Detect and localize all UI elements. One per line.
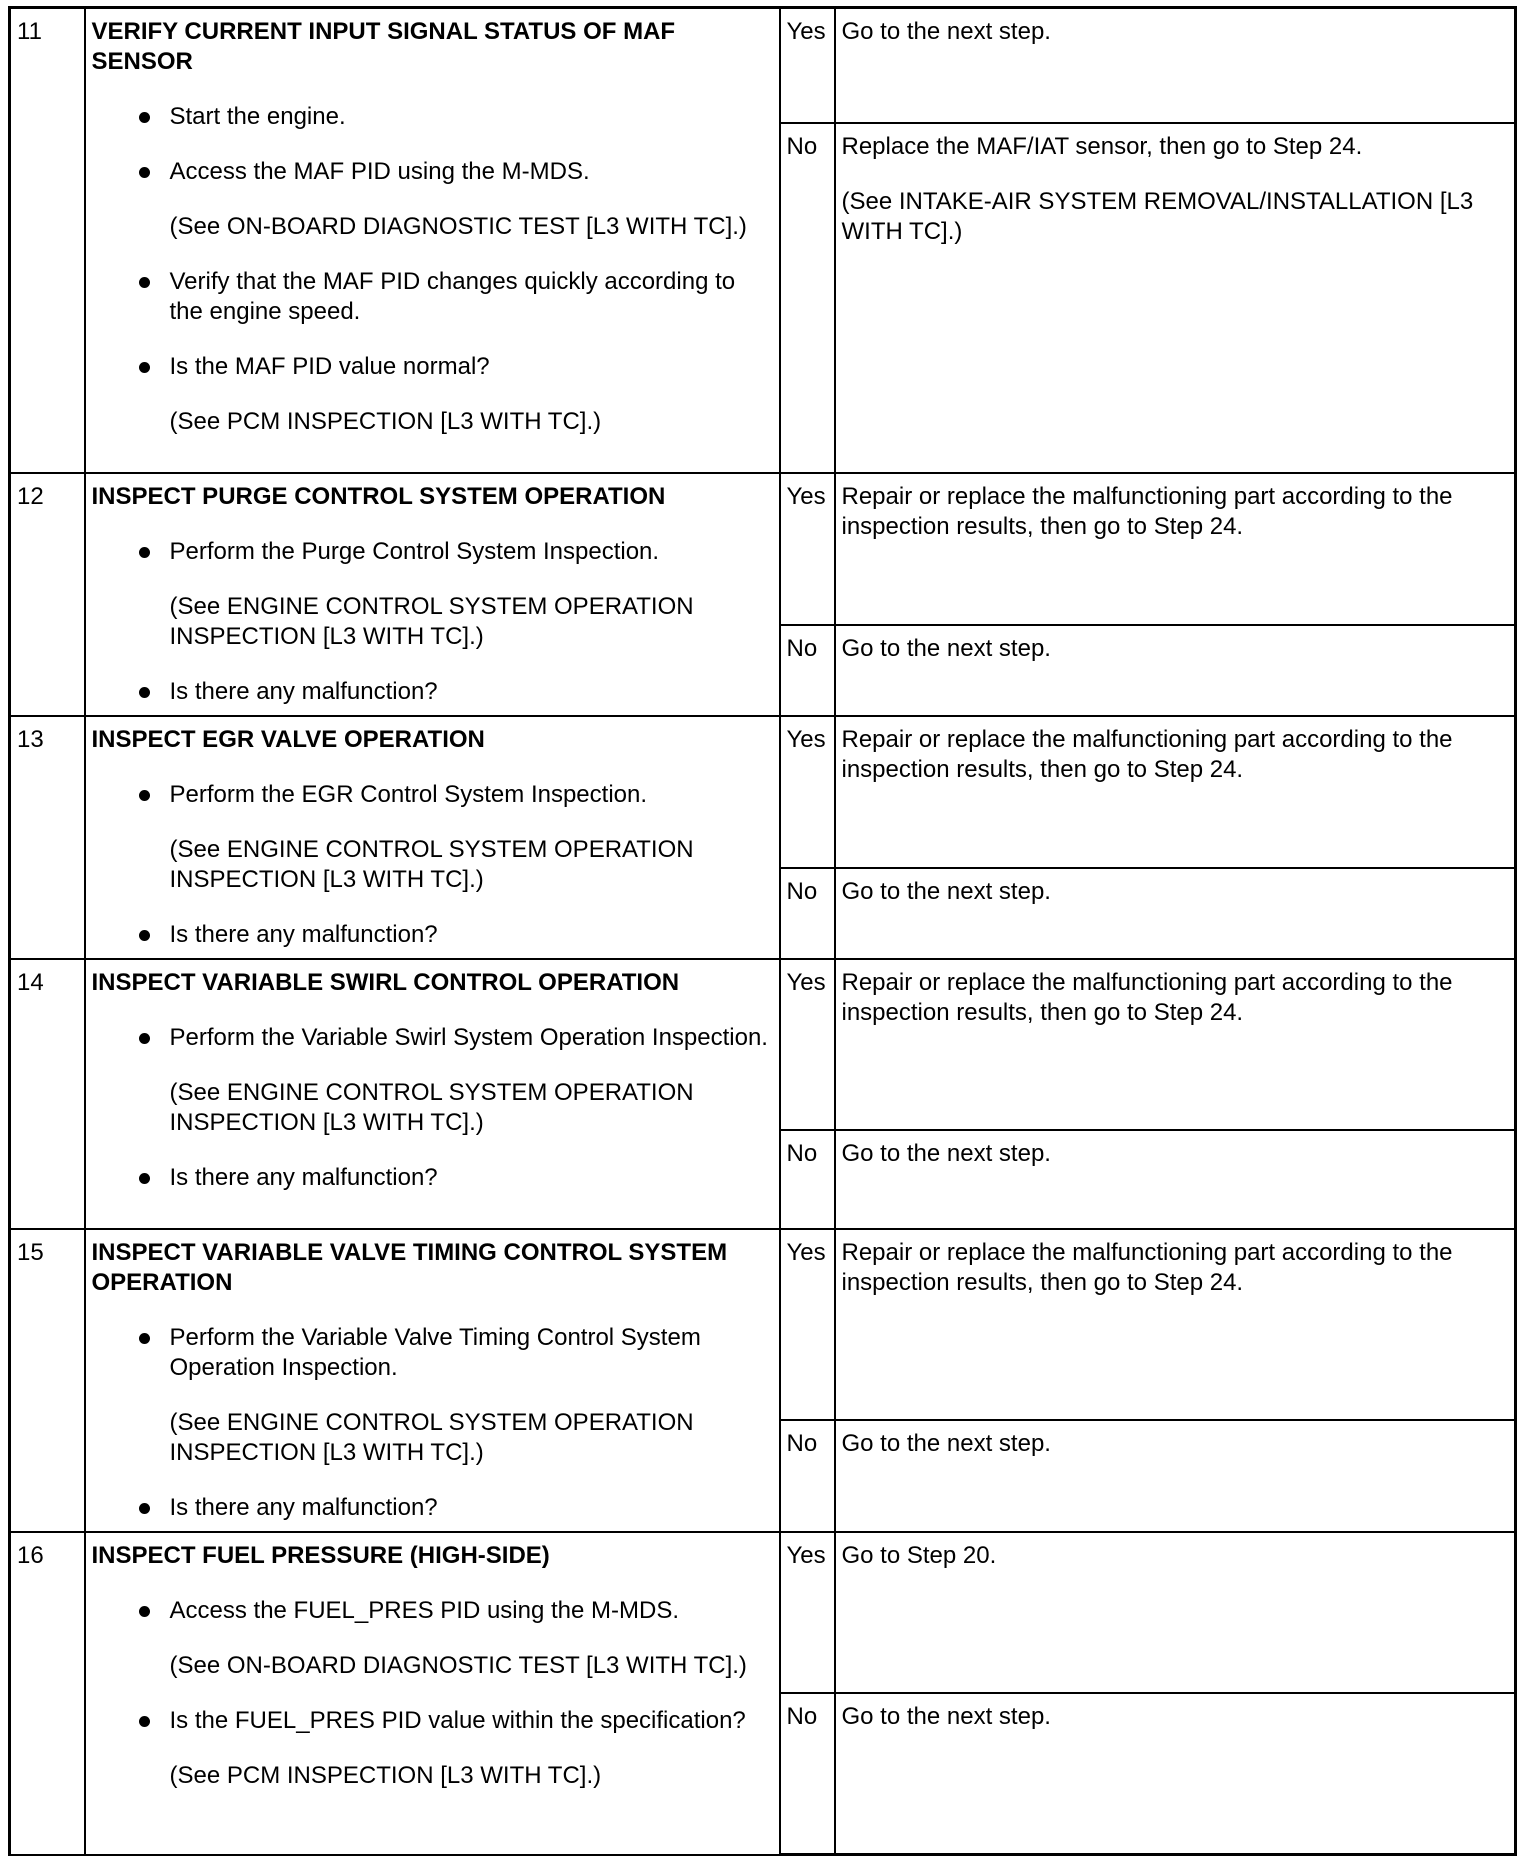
step-reference-note: (See ENGINE CONTROL SYSTEM OPERATION INSPECTION [L3 WITH TC].) <box>169 1078 694 1136</box>
no-label: No <box>780 1130 835 1229</box>
step-reference-note: (See PCM INSPECTION [L3 WITH TC].) <box>169 408 602 435</box>
step-title: INSPECT EGR VALVE OPERATION <box>91 725 485 753</box>
yes-label: Yes <box>780 959 835 1130</box>
step-item-list <box>92 780 773 950</box>
step-item-list <box>92 1596 773 1791</box>
yes-action-text: Repair or replace the malfunctioning part according to the inspection results, then go to Step 24. <box>841 968 1453 1026</box>
yes-action-cell <box>835 1229 1516 1421</box>
yes-label: Yes <box>780 1229 835 1421</box>
step-check-cell <box>85 8 780 473</box>
step-item-list <box>92 1323 773 1523</box>
step-check-cell <box>85 959 780 1229</box>
step-bullet-item: Perform the Variable Swirl System Operation Inspection. <box>92 1023 773 1053</box>
yes-label: Yes <box>780 716 835 869</box>
no-action-text: Go to the next step. <box>841 635 1051 662</box>
yes-action-text: Go to Step 20. <box>841 1541 997 1569</box>
yes-label: Yes <box>780 1532 835 1693</box>
step-title: INSPECT PURGE CONTROL SYSTEM OPERATION <box>91 482 666 510</box>
step-title: INSPECT VARIABLE SWIRL CONTROL OPERATION <box>91 968 680 996</box>
step-item-list <box>92 102 773 437</box>
yes-action-cell <box>835 473 1516 626</box>
no-action-note: (See INTAKE-AIR SYSTEM REMOVAL/INSTALLATION [L3 WITH TC].) <box>841 187 1474 245</box>
step-number: 12 <box>10 473 85 716</box>
step-row-yes <box>10 1229 1516 1421</box>
step-number: 14 <box>10 959 85 1229</box>
yes-action-text: Go to the next step. <box>841 18 1051 45</box>
step-reference-note: (See ENGINE CONTROL SYSTEM OPERATION INSPECTION [L3 WITH TC].) <box>169 1408 694 1466</box>
yes-action-text: Repair or replace the malfunctioning part according to the inspection results, then go to Step 24. <box>841 482 1453 540</box>
step-check-cell <box>85 1532 780 1855</box>
no-action-text: Go to the next step. <box>841 1139 1051 1167</box>
step-bullet-item: Is there any malfunction? <box>92 677 773 707</box>
yes-action-cell <box>835 716 1516 869</box>
no-label: No <box>780 625 835 716</box>
yes-action-cell <box>835 1532 1516 1693</box>
no-action-cell <box>835 123 1516 473</box>
step-row-yes <box>10 716 1516 869</box>
no-label: No <box>780 1693 835 1855</box>
no-action-text: Go to the next step. <box>841 878 1051 906</box>
diagnostic-procedure-table <box>8 6 1517 1856</box>
step-title: INSPECT VARIABLE VALVE TIMING CONTROL SYSTEM OPERATION <box>91 1238 728 1296</box>
step-number: 15 <box>10 1229 85 1532</box>
step-number: 16 <box>10 1532 85 1855</box>
step-check-cell <box>85 716 780 959</box>
step-bullet-item: Is there any malfunction? <box>92 1493 773 1523</box>
step-item-list <box>92 1023 773 1193</box>
step-bullet-item: Is there any malfunction? <box>92 1163 773 1193</box>
yes-label: Yes <box>780 473 835 626</box>
step-bullet-item: Is the FUEL_PRES PID value within the specification? <box>92 1706 773 1736</box>
yes-label: Yes <box>780 8 835 123</box>
no-action-text: Replace the MAF/IAT sensor, then go to Step 24. <box>841 132 1363 160</box>
step-row-yes <box>10 959 1516 1130</box>
step-bullet-item: Perform the Variable Valve Timing Control System Operation Inspection. <box>92 1323 773 1383</box>
step-row-yes <box>10 8 1516 123</box>
step-number: 13 <box>10 716 85 959</box>
no-label: No <box>780 1420 835 1531</box>
step-reference-note: (See PCM INSPECTION [L3 WITH TC].) <box>169 1761 602 1789</box>
step-reference-note: (See ON-BOARD DIAGNOSTIC TEST [L3 WITH TC].) <box>169 1651 747 1679</box>
no-action-cell <box>835 1420 1516 1531</box>
step-bullet-item: Perform the EGR Control System Inspection. <box>92 780 773 810</box>
step-bullet-item: Verify that the MAF PID changes quickly according to the engine speed. <box>92 267 773 327</box>
step-bullet-item: Perform the Purge Control System Inspection. <box>92 537 773 567</box>
step-title: VERIFY CURRENT INPUT SIGNAL STATUS OF MAF SENSOR <box>91 18 676 75</box>
step-bullet-item: Start the engine. <box>92 102 773 132</box>
step-bullet-item: Is there any malfunction? <box>92 920 773 950</box>
no-label: No <box>780 123 835 473</box>
yes-action-cell <box>835 959 1516 1130</box>
step-number: 11 <box>10 8 85 473</box>
no-action-text: Go to the next step. <box>841 1430 1051 1458</box>
yes-action-text: Repair or replace the malfunctioning part according to the inspection results, then go to Step 24. <box>841 1238 1453 1296</box>
no-action-text: Go to the next step. <box>841 1702 1051 1730</box>
no-action-cell <box>835 625 1516 716</box>
diagnostic-table-body <box>10 8 1516 1855</box>
step-reference-note: (See ENGINE CONTROL SYSTEM OPERATION INSPECTION [L3 WITH TC].) <box>169 835 694 893</box>
step-bullet-item: Is the MAF PID value normal? <box>92 352 773 382</box>
step-check-cell <box>85 473 780 716</box>
step-reference-note: (See ENGINE CONTROL SYSTEM OPERATION INSPECTION [L3 WITH TC].) <box>169 592 694 650</box>
no-action-cell <box>835 1130 1516 1229</box>
step-bullet-item: Access the FUEL_PRES PID using the M-MDS. <box>92 1596 773 1626</box>
step-item-list <box>92 537 773 707</box>
step-row-yes <box>10 1532 1516 1693</box>
yes-action-text: Repair or replace the malfunctioning part according to the inspection results, then go to Step 24. <box>841 725 1453 783</box>
no-action-cell <box>835 1693 1516 1855</box>
step-row-yes <box>10 473 1516 626</box>
no-label: No <box>780 868 835 958</box>
no-action-cell <box>835 868 1516 958</box>
step-reference-note: (See ON-BOARD DIAGNOSTIC TEST [L3 WITH TC].) <box>169 213 747 240</box>
yes-action-cell <box>835 8 1516 123</box>
step-check-cell <box>85 1229 780 1532</box>
step-bullet-item: Access the MAF PID using the M-MDS. <box>92 157 773 187</box>
step-title: INSPECT FUEL PRESSURE (HIGH-SIDE) <box>91 1541 550 1569</box>
